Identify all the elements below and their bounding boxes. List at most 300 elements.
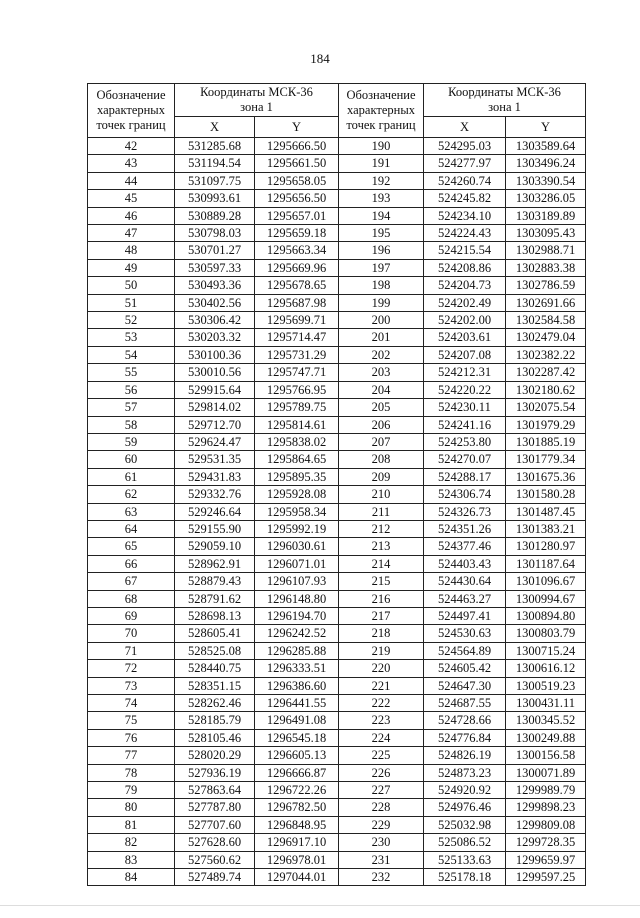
x-coordinate-cell: 527936.19 — [175, 764, 255, 781]
point-number-cell: 47 — [88, 225, 175, 242]
table-row — [88, 486, 586, 503]
point-number-cell: 217 — [339, 607, 424, 624]
x-coordinate-cell: 528020.29 — [175, 747, 255, 764]
x-coordinate-cell: 524202.49 — [424, 294, 506, 311]
y-coordinate-cell: 1300616.12 — [506, 660, 586, 677]
point-number-cell: 52 — [88, 312, 175, 329]
table-row — [88, 538, 586, 555]
y-coordinate-cell: 1296194.70 — [255, 607, 339, 624]
y-coordinate-cell: 1296030.61 — [255, 538, 339, 555]
y-coordinate-cell: 1300156.58 — [506, 747, 586, 764]
point-number-cell: 73 — [88, 677, 175, 694]
point-number-cell: 232 — [339, 869, 424, 886]
point-number-cell: 50 — [88, 277, 175, 294]
x-coordinate-cell: 529915.64 — [175, 381, 255, 398]
y-coordinate-cell: 1295687.98 — [255, 294, 339, 311]
header-designation-line: точек границ — [96, 118, 166, 132]
y-coordinate-cell: 1299659.97 — [506, 851, 586, 868]
x-coordinate-cell: 524234.10 — [424, 207, 506, 224]
point-number-cell: 228 — [339, 799, 424, 816]
point-number-cell: 48 — [88, 242, 175, 259]
x-coordinate-cell: 524212.31 — [424, 364, 506, 381]
y-coordinate-cell: 1300345.52 — [506, 712, 586, 729]
x-coordinate-cell: 530402.56 — [175, 294, 255, 311]
point-number-cell: 196 — [339, 242, 424, 259]
x-coordinate-cell: 531097.75 — [175, 172, 255, 189]
table-row — [88, 294, 586, 311]
point-number-cell: 203 — [339, 364, 424, 381]
header-coords-line: Координаты МСК-36 — [448, 85, 561, 99]
x-coordinate-cell: 524873.23 — [424, 764, 506, 781]
table-row — [88, 816, 586, 833]
header-designation-line: характерных — [97, 103, 165, 117]
x-coordinate-cell: 529155.90 — [175, 520, 255, 537]
table-row — [88, 172, 586, 189]
y-coordinate-cell: 1302786.59 — [506, 277, 586, 294]
table-row — [88, 451, 586, 468]
x-coordinate-cell: 528962.91 — [175, 555, 255, 572]
point-number-cell: 84 — [88, 869, 175, 886]
y-coordinate-cell: 1295658.05 — [255, 172, 339, 189]
x-coordinate-cell: 524826.19 — [424, 747, 506, 764]
point-number-cell: 213 — [339, 538, 424, 555]
point-number-cell: 215 — [339, 573, 424, 590]
y-coordinate-cell: 1296722.26 — [255, 782, 339, 799]
y-coordinate-cell: 1301779.34 — [506, 451, 586, 468]
x-coordinate-cell: 530100.36 — [175, 346, 255, 363]
y-coordinate-cell: 1303286.05 — [506, 190, 586, 207]
table-row — [88, 607, 586, 624]
x-coordinate-cell: 531285.68 — [175, 138, 255, 155]
table-row — [88, 660, 586, 677]
point-number-cell: 211 — [339, 503, 424, 520]
x-coordinate-cell: 529059.10 — [175, 538, 255, 555]
table-row — [88, 642, 586, 659]
y-coordinate-cell: 1295669.96 — [255, 259, 339, 276]
point-number-cell: 63 — [88, 503, 175, 520]
point-number-cell: 210 — [339, 486, 424, 503]
point-number-cell: 72 — [88, 660, 175, 677]
y-coordinate-cell: 1299809.08 — [506, 816, 586, 833]
y-coordinate-cell: 1295958.34 — [255, 503, 339, 520]
x-coordinate-cell: 527707.60 — [175, 816, 255, 833]
table-row — [88, 312, 586, 329]
table-row — [88, 155, 586, 172]
header-coords-right — [424, 84, 586, 117]
point-number-cell: 78 — [88, 764, 175, 781]
table-row — [88, 242, 586, 259]
point-number-cell: 197 — [339, 259, 424, 276]
y-coordinate-cell: 1295789.75 — [255, 399, 339, 416]
y-coordinate-cell: 1301187.64 — [506, 555, 586, 572]
x-coordinate-cell: 524208.86 — [424, 259, 506, 276]
point-number-cell: 69 — [88, 607, 175, 624]
header-coords-line: зона 1 — [240, 100, 273, 114]
x-coordinate-cell: 529712.70 — [175, 416, 255, 433]
x-coordinate-cell: 525133.63 — [424, 851, 506, 868]
y-coordinate-cell: 1296071.01 — [255, 555, 339, 572]
table-row — [88, 346, 586, 363]
point-number-cell: 226 — [339, 764, 424, 781]
point-number-cell: 193 — [339, 190, 424, 207]
table-row — [88, 573, 586, 590]
x-coordinate-cell: 524920.92 — [424, 782, 506, 799]
header-designation-line: Обозначение — [96, 88, 166, 102]
x-coordinate-cell: 530010.56 — [175, 364, 255, 381]
point-number-cell: 68 — [88, 590, 175, 607]
y-coordinate-cell: 1296491.08 — [255, 712, 339, 729]
x-coordinate-cell: 524241.16 — [424, 416, 506, 433]
y-coordinate-cell: 1301383.21 — [506, 520, 586, 537]
x-coordinate-cell: 528791.62 — [175, 590, 255, 607]
y-coordinate-cell: 1299728.35 — [506, 834, 586, 851]
point-number-cell: 54 — [88, 346, 175, 363]
x-coordinate-cell: 524253.80 — [424, 433, 506, 450]
x-coordinate-cell: 528698.13 — [175, 607, 255, 624]
table-row — [88, 190, 586, 207]
y-coordinate-cell: 1296441.55 — [255, 695, 339, 712]
x-coordinate-cell: 530306.42 — [175, 312, 255, 329]
y-coordinate-cell: 1301979.29 — [506, 416, 586, 433]
point-number-cell: 221 — [339, 677, 424, 694]
table-row — [88, 416, 586, 433]
x-coordinate-cell: 524270.07 — [424, 451, 506, 468]
header-coords-left — [175, 84, 339, 117]
x-coordinate-cell: 524530.63 — [424, 625, 506, 642]
y-coordinate-cell: 1300715.24 — [506, 642, 586, 659]
y-coordinate-cell: 1295661.50 — [255, 155, 339, 172]
y-coordinate-cell: 1300519.23 — [506, 677, 586, 694]
y-coordinate-cell: 1300803.79 — [506, 625, 586, 642]
point-number-cell: 59 — [88, 433, 175, 450]
table-row — [88, 625, 586, 642]
x-coordinate-cell: 530493.36 — [175, 277, 255, 294]
point-number-cell: 57 — [88, 399, 175, 416]
table-row — [88, 834, 586, 851]
x-coordinate-cell: 524260.74 — [424, 172, 506, 189]
y-coordinate-cell: 1299989.79 — [506, 782, 586, 799]
header-x-left: X — [175, 117, 255, 138]
table-row — [88, 520, 586, 537]
table-row — [88, 712, 586, 729]
header-x-right: X — [424, 117, 506, 138]
table-row — [88, 138, 586, 155]
y-coordinate-cell: 1295747.71 — [255, 364, 339, 381]
x-coordinate-cell: 525178.18 — [424, 869, 506, 886]
x-coordinate-cell: 531194.54 — [175, 155, 255, 172]
point-number-cell: 207 — [339, 433, 424, 450]
x-coordinate-cell: 530203.32 — [175, 329, 255, 346]
y-coordinate-cell: 1299898.23 — [506, 799, 586, 816]
x-coordinate-cell: 524403.43 — [424, 555, 506, 572]
y-coordinate-cell: 1302584.58 — [506, 312, 586, 329]
point-number-cell: 194 — [339, 207, 424, 224]
point-number-cell: 191 — [339, 155, 424, 172]
page-bottom-edge — [0, 905, 640, 906]
x-coordinate-cell: 528262.46 — [175, 695, 255, 712]
y-coordinate-cell: 1295731.29 — [255, 346, 339, 363]
x-coordinate-cell: 524430.64 — [424, 573, 506, 590]
y-coordinate-cell: 1300249.88 — [506, 729, 586, 746]
y-coordinate-cell: 1295864.65 — [255, 451, 339, 468]
x-coordinate-cell: 524203.61 — [424, 329, 506, 346]
point-number-cell: 192 — [339, 172, 424, 189]
y-coordinate-cell: 1296107.93 — [255, 573, 339, 590]
y-coordinate-cell: 1295659.18 — [255, 225, 339, 242]
x-coordinate-cell: 524687.55 — [424, 695, 506, 712]
point-number-cell: 220 — [339, 660, 424, 677]
table-row — [88, 729, 586, 746]
table-row — [88, 590, 586, 607]
x-coordinate-cell: 529531.35 — [175, 451, 255, 468]
y-coordinate-cell: 1295766.95 — [255, 381, 339, 398]
y-coordinate-cell: 1302180.62 — [506, 381, 586, 398]
point-number-cell: 61 — [88, 468, 175, 485]
table-body — [88, 138, 586, 886]
point-number-cell: 79 — [88, 782, 175, 799]
x-coordinate-cell: 524288.17 — [424, 468, 506, 485]
x-coordinate-cell: 524202.00 — [424, 312, 506, 329]
table-row — [88, 747, 586, 764]
point-number-cell: 212 — [339, 520, 424, 537]
y-coordinate-cell: 1301096.67 — [506, 573, 586, 590]
table-row — [88, 381, 586, 398]
table-row — [88, 259, 586, 276]
y-coordinate-cell: 1299597.25 — [506, 869, 586, 886]
y-coordinate-cell: 1301580.28 — [506, 486, 586, 503]
y-coordinate-cell: 1302988.71 — [506, 242, 586, 259]
y-coordinate-cell: 1300071.89 — [506, 764, 586, 781]
y-coordinate-cell: 1300994.67 — [506, 590, 586, 607]
point-number-cell: 216 — [339, 590, 424, 607]
y-coordinate-cell: 1296917.10 — [255, 834, 339, 851]
y-coordinate-cell: 1296148.80 — [255, 590, 339, 607]
point-number-cell: 81 — [88, 816, 175, 833]
header-designation-line: характерных — [347, 103, 415, 117]
y-coordinate-cell: 1296848.95 — [255, 816, 339, 833]
header-y-left: Y — [255, 117, 339, 138]
point-number-cell: 58 — [88, 416, 175, 433]
table-row — [88, 503, 586, 520]
x-coordinate-cell: 524204.73 — [424, 277, 506, 294]
y-coordinate-cell: 1301885.19 — [506, 433, 586, 450]
point-number-cell: 222 — [339, 695, 424, 712]
point-number-cell: 200 — [339, 312, 424, 329]
x-coordinate-cell: 528440.75 — [175, 660, 255, 677]
point-number-cell: 206 — [339, 416, 424, 433]
table-row — [88, 851, 586, 868]
point-number-cell: 66 — [88, 555, 175, 572]
x-coordinate-cell: 524220.22 — [424, 381, 506, 398]
point-number-cell: 201 — [339, 329, 424, 346]
x-coordinate-cell: 525032.98 — [424, 816, 506, 833]
point-number-cell: 218 — [339, 625, 424, 642]
header-designation-right — [339, 84, 424, 138]
y-coordinate-cell: 1295657.01 — [255, 207, 339, 224]
table-row — [88, 277, 586, 294]
y-coordinate-cell: 1302479.04 — [506, 329, 586, 346]
y-coordinate-cell: 1296978.01 — [255, 851, 339, 868]
x-coordinate-cell: 524295.03 — [424, 138, 506, 155]
point-number-cell: 229 — [339, 816, 424, 833]
x-coordinate-cell: 524230.11 — [424, 399, 506, 416]
point-number-cell: 231 — [339, 851, 424, 868]
y-coordinate-cell: 1295678.65 — [255, 277, 339, 294]
point-number-cell: 67 — [88, 573, 175, 590]
table-row — [88, 329, 586, 346]
point-number-cell: 198 — [339, 277, 424, 294]
table-row — [88, 695, 586, 712]
y-coordinate-cell: 1302382.22 — [506, 346, 586, 363]
point-number-cell: 227 — [339, 782, 424, 799]
y-coordinate-cell: 1295992.19 — [255, 520, 339, 537]
table-row — [88, 869, 586, 886]
y-coordinate-cell: 1296666.87 — [255, 764, 339, 781]
x-coordinate-cell: 524277.97 — [424, 155, 506, 172]
y-coordinate-cell: 1296545.18 — [255, 729, 339, 746]
x-coordinate-cell: 528525.08 — [175, 642, 255, 659]
x-coordinate-cell: 527560.62 — [175, 851, 255, 868]
point-number-cell: 199 — [339, 294, 424, 311]
x-coordinate-cell: 524224.43 — [424, 225, 506, 242]
point-number-cell: 71 — [88, 642, 175, 659]
header-coords-line: зона 1 — [488, 100, 521, 114]
point-number-cell: 74 — [88, 695, 175, 712]
x-coordinate-cell: 524207.08 — [424, 346, 506, 363]
x-coordinate-cell: 524976.46 — [424, 799, 506, 816]
point-number-cell: 43 — [88, 155, 175, 172]
x-coordinate-cell: 528605.41 — [175, 625, 255, 642]
point-number-cell: 230 — [339, 834, 424, 851]
y-coordinate-cell: 1296782.50 — [255, 799, 339, 816]
x-coordinate-cell: 527628.60 — [175, 834, 255, 851]
point-number-cell: 224 — [339, 729, 424, 746]
header-designation-left — [88, 84, 175, 138]
point-number-cell: 214 — [339, 555, 424, 572]
point-number-cell: 62 — [88, 486, 175, 503]
x-coordinate-cell: 524215.54 — [424, 242, 506, 259]
y-coordinate-cell: 1301675.36 — [506, 468, 586, 485]
table-row — [88, 364, 586, 381]
x-coordinate-cell: 529431.83 — [175, 468, 255, 485]
x-coordinate-cell: 530597.33 — [175, 259, 255, 276]
point-number-cell: 60 — [88, 451, 175, 468]
x-coordinate-cell: 530993.61 — [175, 190, 255, 207]
x-coordinate-cell: 528351.15 — [175, 677, 255, 694]
x-coordinate-cell: 524463.27 — [424, 590, 506, 607]
x-coordinate-cell: 529246.64 — [175, 503, 255, 520]
point-number-cell: 225 — [339, 747, 424, 764]
x-coordinate-cell: 524728.66 — [424, 712, 506, 729]
x-coordinate-cell: 527787.80 — [175, 799, 255, 816]
point-number-cell: 208 — [339, 451, 424, 468]
point-number-cell: 46 — [88, 207, 175, 224]
point-number-cell: 80 — [88, 799, 175, 816]
x-coordinate-cell: 529332.76 — [175, 486, 255, 503]
table-row — [88, 433, 586, 450]
x-coordinate-cell: 524776.84 — [424, 729, 506, 746]
x-coordinate-cell: 527863.64 — [175, 782, 255, 799]
x-coordinate-cell: 530798.03 — [175, 225, 255, 242]
header-coords-line: Координаты МСК-36 — [200, 85, 313, 99]
table-row — [88, 677, 586, 694]
point-number-cell: 56 — [88, 381, 175, 398]
point-number-cell: 53 — [88, 329, 175, 346]
y-coordinate-cell: 1303189.89 — [506, 207, 586, 224]
point-number-cell: 83 — [88, 851, 175, 868]
x-coordinate-cell: 530701.27 — [175, 242, 255, 259]
x-coordinate-cell: 528185.79 — [175, 712, 255, 729]
y-coordinate-cell: 1296386.60 — [255, 677, 339, 694]
y-coordinate-cell: 1303496.24 — [506, 155, 586, 172]
x-coordinate-cell: 527489.74 — [175, 869, 255, 886]
table-row — [88, 399, 586, 416]
y-coordinate-cell: 1296242.52 — [255, 625, 339, 642]
header-designation-line: точек границ — [346, 118, 416, 132]
y-coordinate-cell: 1303390.54 — [506, 172, 586, 189]
point-number-cell: 219 — [339, 642, 424, 659]
y-coordinate-cell: 1301487.45 — [506, 503, 586, 520]
x-coordinate-cell: 525086.52 — [424, 834, 506, 851]
point-number-cell: 223 — [339, 712, 424, 729]
x-coordinate-cell: 524497.41 — [424, 607, 506, 624]
table-row — [88, 207, 586, 224]
y-coordinate-cell: 1295656.50 — [255, 190, 339, 207]
point-number-cell: 45 — [88, 190, 175, 207]
y-coordinate-cell: 1295699.71 — [255, 312, 339, 329]
point-number-cell: 77 — [88, 747, 175, 764]
point-number-cell: 55 — [88, 364, 175, 381]
point-number-cell: 82 — [88, 834, 175, 851]
point-number-cell: 49 — [88, 259, 175, 276]
y-coordinate-cell: 1302691.66 — [506, 294, 586, 311]
table-row — [88, 225, 586, 242]
point-number-cell: 76 — [88, 729, 175, 746]
y-coordinate-cell: 1295814.61 — [255, 416, 339, 433]
point-number-cell: 75 — [88, 712, 175, 729]
table-row — [88, 799, 586, 816]
point-number-cell: 44 — [88, 172, 175, 189]
point-number-cell: 51 — [88, 294, 175, 311]
table-row — [88, 468, 586, 485]
y-coordinate-cell: 1296333.51 — [255, 660, 339, 677]
table-row — [88, 555, 586, 572]
y-coordinate-cell: 1300431.11 — [506, 695, 586, 712]
x-coordinate-cell: 528105.46 — [175, 729, 255, 746]
y-coordinate-cell: 1300894.80 — [506, 607, 586, 624]
y-coordinate-cell: 1302075.54 — [506, 399, 586, 416]
y-coordinate-cell: 1302287.42 — [506, 364, 586, 381]
y-coordinate-cell: 1295714.47 — [255, 329, 339, 346]
point-number-cell: 205 — [339, 399, 424, 416]
y-coordinate-cell: 1297044.01 — [255, 869, 339, 886]
y-coordinate-cell: 1295663.34 — [255, 242, 339, 259]
x-coordinate-cell: 524326.73 — [424, 503, 506, 520]
x-coordinate-cell: 524647.30 — [424, 677, 506, 694]
y-coordinate-cell: 1296285.88 — [255, 642, 339, 659]
y-coordinate-cell: 1301280.97 — [506, 538, 586, 555]
point-number-cell: 42 — [88, 138, 175, 155]
y-coordinate-cell: 1295928.08 — [255, 486, 339, 503]
point-number-cell: 190 — [339, 138, 424, 155]
y-coordinate-cell: 1295895.35 — [255, 468, 339, 485]
point-number-cell: 202 — [339, 346, 424, 363]
point-number-cell: 204 — [339, 381, 424, 398]
x-coordinate-cell: 529624.47 — [175, 433, 255, 450]
x-coordinate-cell: 524245.82 — [424, 190, 506, 207]
x-coordinate-cell: 524306.74 — [424, 486, 506, 503]
x-coordinate-cell: 524564.89 — [424, 642, 506, 659]
